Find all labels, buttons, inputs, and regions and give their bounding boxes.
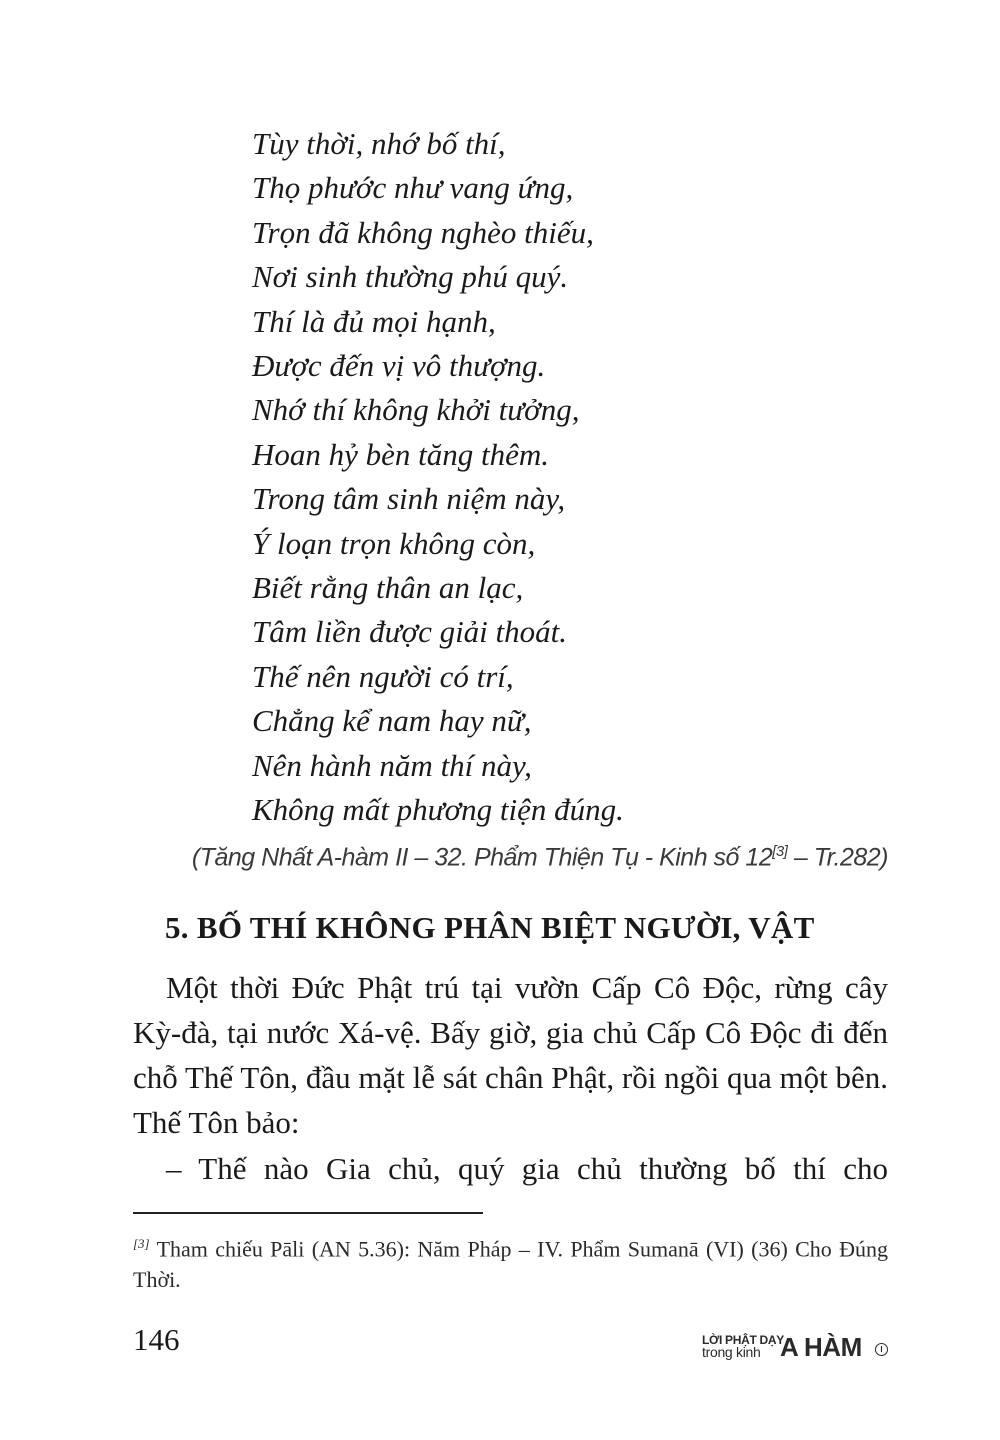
citation-text: (Tăng Nhất A-hàm II – 32. Phẩm Thiện Tụ - Kinh số 12 (191, 843, 773, 872)
verse-line: Thí là đủ mọi hạnh, (252, 303, 496, 339)
page-number: 146 (133, 1322, 180, 1357)
verse-line: Trong tâm sinh niệm này, (252, 481, 566, 517)
verse-block (252, 122, 624, 833)
footnote-text: Tham chiếu Pāli (AN 5.36): Năm Pháp – IV. Phẩm Sumanā (VI) (36) Cho Đúng Thời. (133, 1236, 889, 1293)
verse-line: Thế nên người có trí, (252, 658, 514, 694)
citation-page: – Tr.282) (787, 843, 888, 872)
footnote-divider (133, 1212, 483, 1214)
verse-line: Thọ phước như vang ứng, (252, 170, 574, 206)
volume-badge: I (875, 1343, 888, 1356)
book-series-logo (702, 1331, 892, 1365)
brand-line-2: trong kinh (702, 1344, 761, 1360)
verse-line: Chẳng kể nam hay nữ, (252, 703, 532, 739)
section-heading: 5. BỐ THÍ KHÔNG PHÂN BIỆT NGƯỜI, VẬT (165, 910, 815, 945)
verse-line: Tùy thời, nhớ bố thí, (252, 126, 506, 161)
footnote (133, 1228, 888, 1295)
verse-line: Biết rằng thân an lạc, (252, 570, 524, 606)
verse-line: Nhớ thí không khởi tưởng, (252, 392, 580, 428)
verse-line: Hoan hỷ bèn tăng thêm. (252, 436, 550, 472)
verse-citation (192, 843, 888, 872)
body-paragraph: – Thế nào Gia chủ, quý gia chủ thường bố thí cho (166, 1151, 888, 1186)
verse-line: Nên hành năm thí này, (252, 747, 532, 783)
verse-line: Ý loạn trọn không còn, (252, 525, 536, 561)
brand-title: A HÀM (780, 1332, 862, 1362)
verse-line: Nơi sinh thường phú quý. (252, 259, 569, 295)
citation-footnote-ref[interactable]: [3] (772, 843, 788, 860)
brand-line-1: LỜI PHẬT DẠY (702, 1333, 784, 1347)
verse-line: Tâm liền được giải thoát. (252, 614, 568, 650)
verse-line: Được đến vị vô thượng. (252, 348, 546, 384)
verse-line: Trọn đã không nghèo thiếu, (252, 214, 594, 250)
body-paragraph: Một thời Đức Phật trú tại vườn Cấp Cô Độc, rừng cây Kỳ-đà, tại nước Xá-vệ. Bấy giờ, gia chủ Cấp Cô Độc đi đến chỗ Thế Tôn, đầu mặt lễ sát chân Phật, rồi ngồi qua một bên. Thế Tôn bảo: (133, 970, 888, 1140)
verse-line: Không mất phương tiện đúng. (252, 792, 624, 828)
footnote-mark: [3] (133, 1236, 150, 1251)
